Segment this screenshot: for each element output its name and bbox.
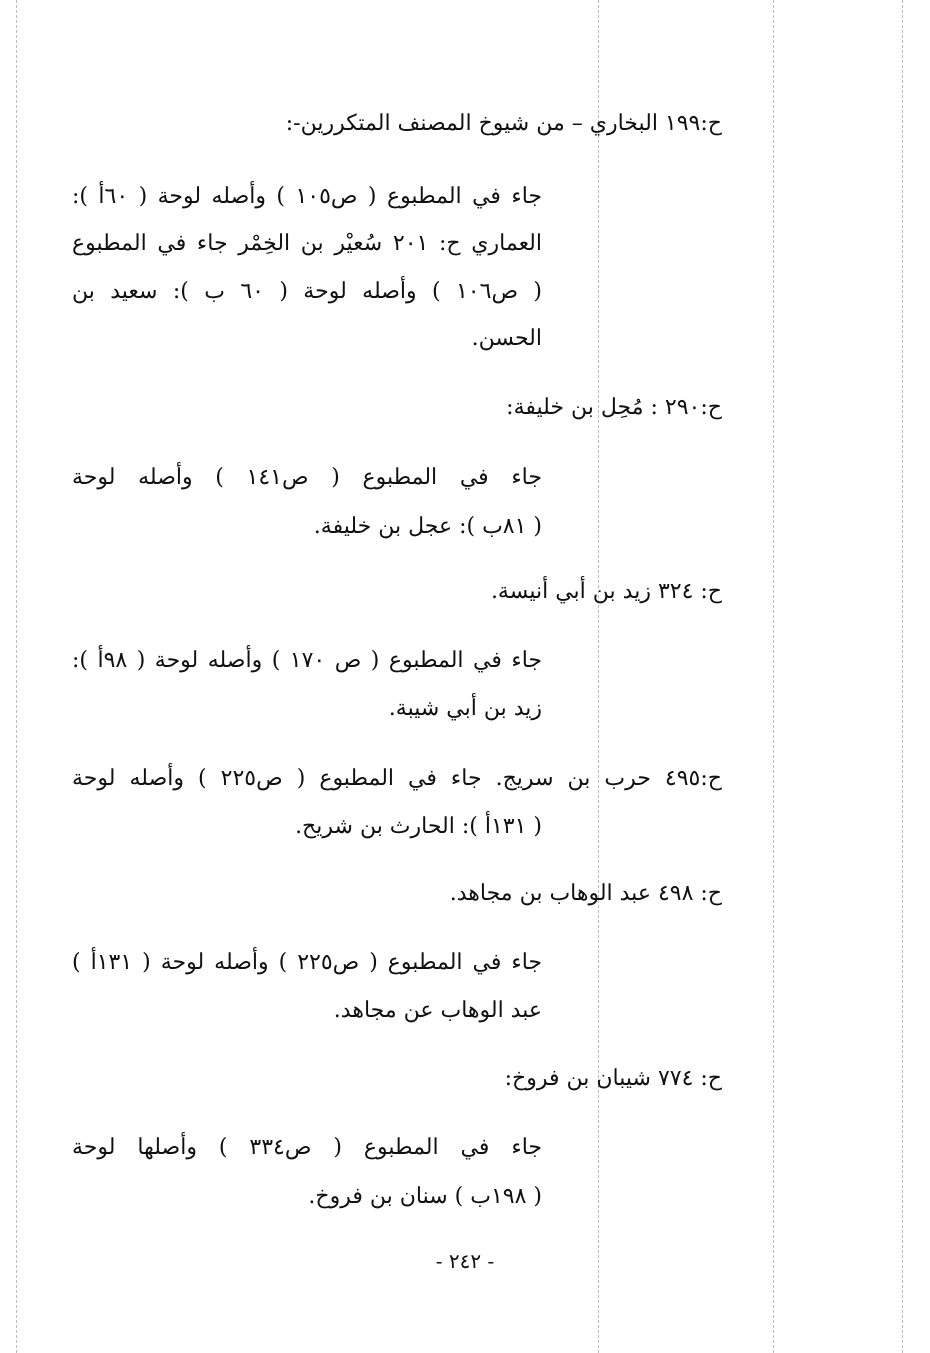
entry-heading: ح:١٩٩ البخاري – من شيوخ المصنف المتكررين-: [285,111,722,136]
entry-body-line: ( ١٩٨ب ) سنان بن فروخ. [308,1184,542,1209]
scan-guide-line [902,0,903,1353]
entry-body-line: زيد بن أبي شيبة. [388,696,542,721]
entry-heading: ح:٤٩٥ حرب بن سريج. جاء في المطبوع ( ص٢٢٥ ) وأصله لوحة [72,766,722,791]
entry-body-line: جاء في المطبوع ( ص١٠٥ ) وأصله لوحة ( ٦٠أ ): [72,184,543,209]
scan-guide-line [773,0,774,1353]
entry-body-line: جاء في المطبوع ( ص١٤١ ) وأصله لوحة [72,465,542,490]
entry-heading-continuation: ( ١٣١أ ): الحارث بن شريح. [295,814,542,839]
scan-guide-line [16,0,17,1353]
entry-body-line: الحسن. [471,326,542,351]
entry-body-line: جاء في المطبوع ( ص ١٧٠ ) وأصله لوحة ( ٩٨أ ): [72,648,543,673]
entry-heading: ح: ٧٧٤ شيبان بن فروخ: [504,1066,722,1091]
scan-guide-line [598,0,599,1353]
entry-heading: ح: ٣٢٤ زيد بن أبي أنيسة. [490,579,722,604]
page-number: - ٢٤٢ - [435,1249,495,1273]
entry-heading: ح:٢٩٠ : مُحِل بن خليفة: [506,395,722,420]
entry-body-line: جاء في المطبوع ( ص٢٢٥ ) وأصله لوحة ( ١٣١أ ) [72,950,542,975]
entry-body-line: ( ص١٠٦ ) وأصله لوحة ( ٦٠ ب ): سعيد بن [72,279,542,304]
entry-body-line: العماري ح: ٢٠١ سُعيْر بن الخِمْر جاء في المطبوع [72,231,542,256]
entry-heading: ح: ٤٩٨ عبد الوهاب بن مجاهد. [449,881,722,906]
entry-body-line: عبد الوهاب عن مجاهد. [333,998,542,1023]
entry-body-line: جاء في المطبوع ( ص٣٣٤ ) وأصلها لوحة [72,1135,542,1160]
entry-body-line: ( ٨١ب ): عجل بن خليفة. [313,514,542,539]
